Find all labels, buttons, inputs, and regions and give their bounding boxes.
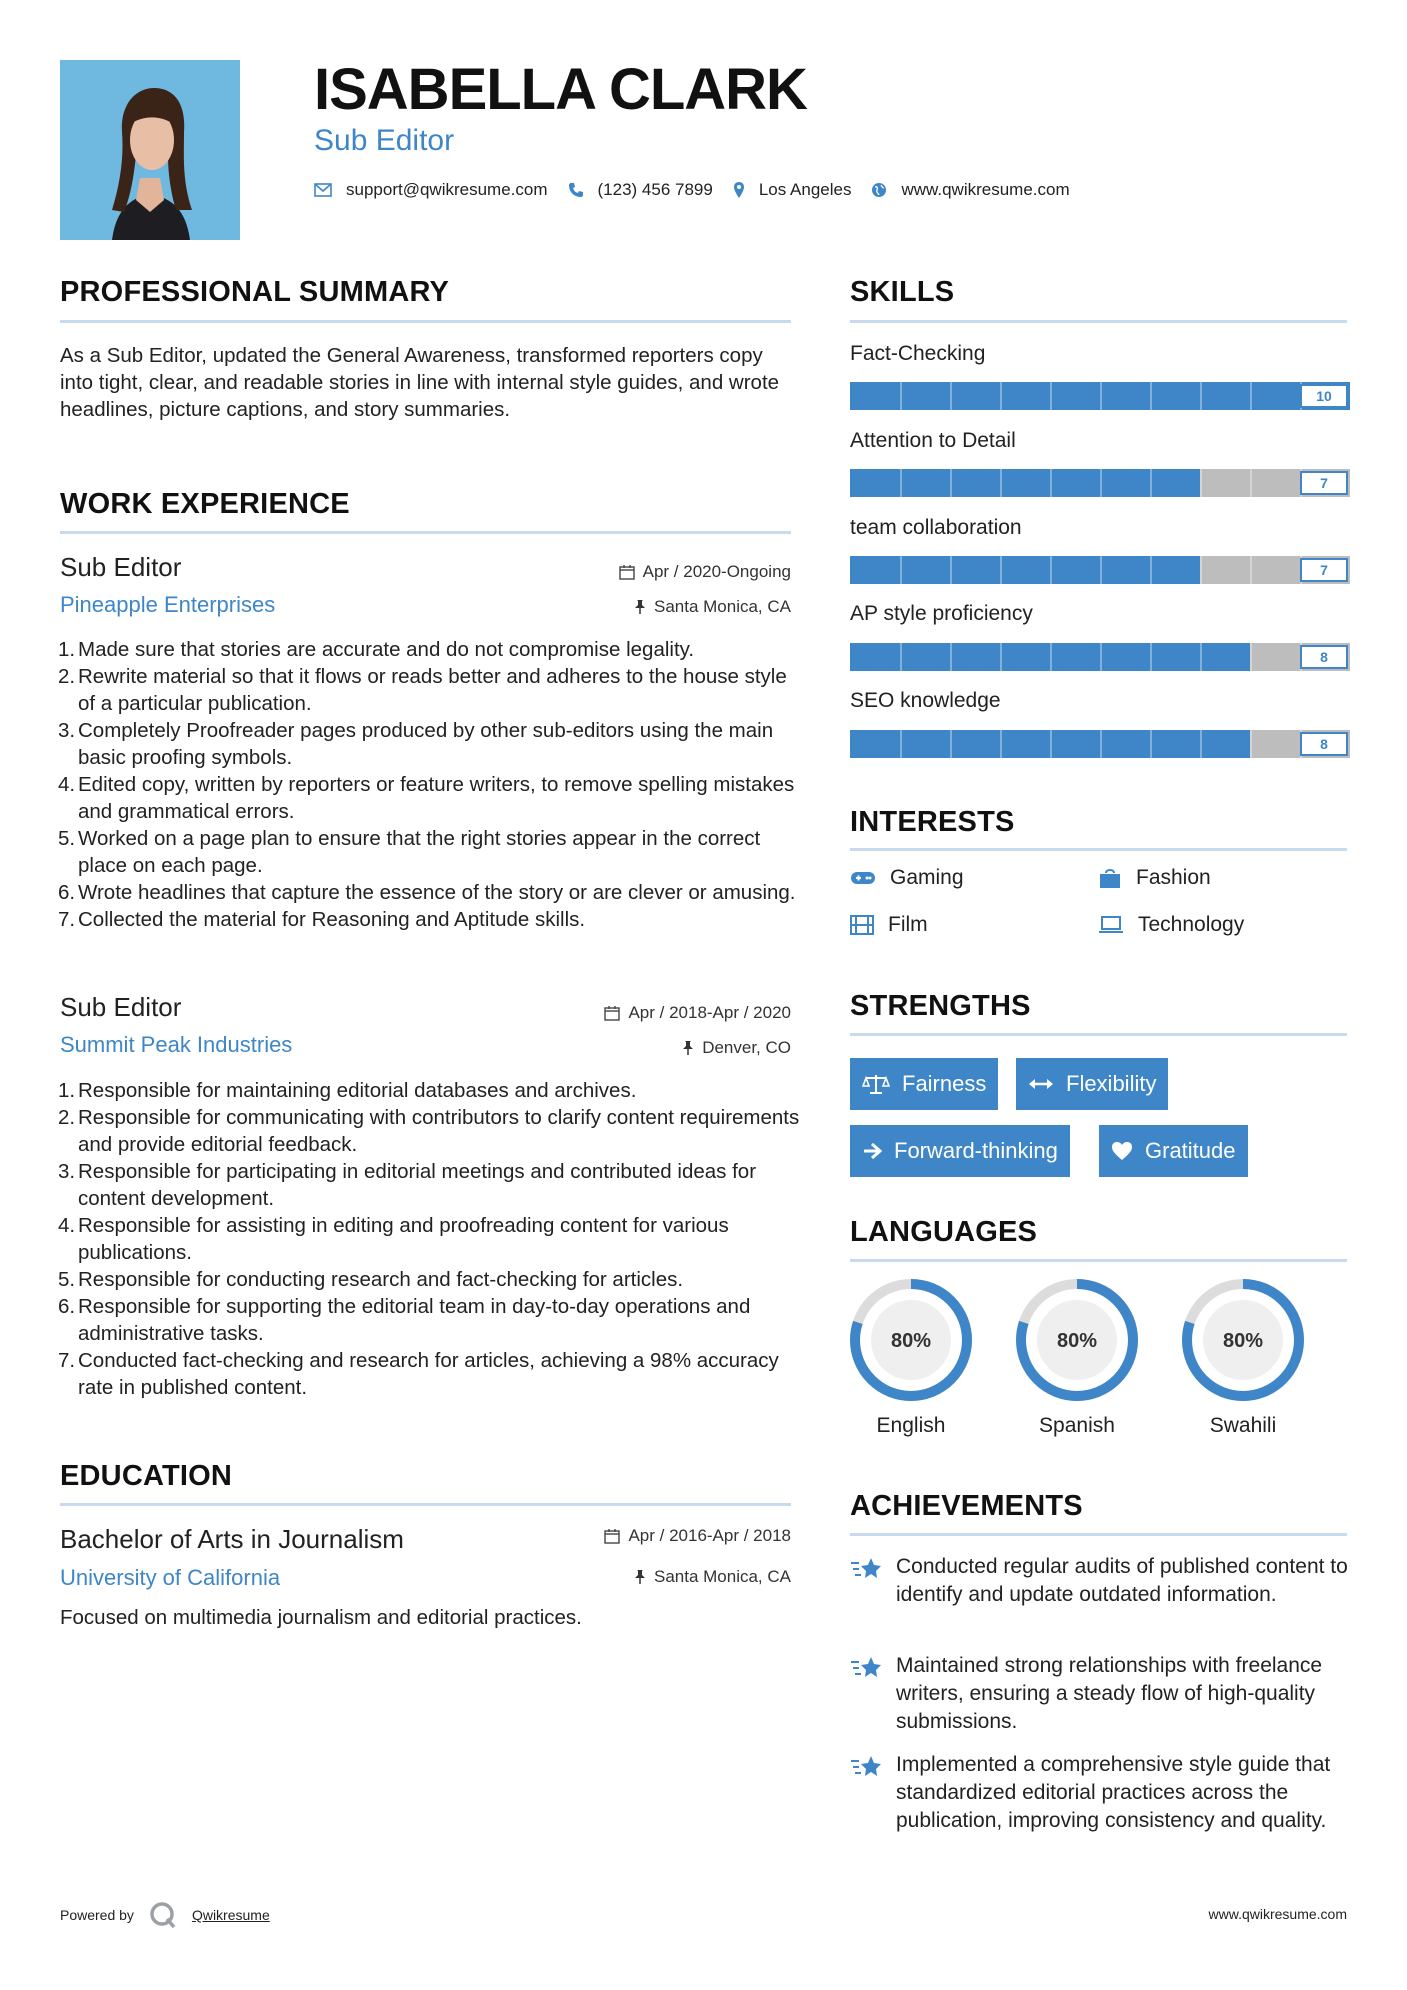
- skill-segment-divider: [1100, 382, 1102, 410]
- footer-powered-by: Powered by: [60, 1907, 134, 1923]
- skill-segment-divider: [1150, 643, 1152, 671]
- skill-label: Fact-Checking: [850, 342, 986, 365]
- job-2-duty: Responsible for assisting in editing and proofreading content for various publications.: [78, 1214, 729, 1264]
- skill-segment-divider: [1150, 382, 1152, 410]
- skill-segment-divider: [1250, 469, 1252, 497]
- skill-fill: [850, 556, 1200, 584]
- job-2-location-text: Denver, CO: [702, 1038, 791, 1057]
- skill-segment-divider: [1200, 556, 1202, 584]
- achievements-heading: ACHIEVEMENTS: [850, 1490, 1083, 1522]
- pushpin-icon: [634, 1569, 646, 1585]
- skill-segment-divider: [1000, 556, 1002, 584]
- experience-heading: WORK EXPERIENCE: [60, 488, 350, 520]
- job-1-duty: Wrote headlines that capture the essence of the story or are clever or amusing.: [78, 881, 796, 904]
- interest-fashion: [1098, 866, 1211, 890]
- skill-segment-divider: [950, 643, 952, 671]
- languages-rule: [850, 1259, 1347, 1262]
- skill-label: Attention to Detail: [850, 429, 1016, 452]
- skill-score: 10: [1300, 384, 1348, 408]
- job-1-dates-text: Apr / 2020-Ongoing: [642, 562, 791, 581]
- globe-icon: [871, 182, 887, 198]
- job-2-duty: Responsible for communicating with contributors to clarify content requirements and provide editorial feedback.: [78, 1106, 800, 1156]
- skill-label: SEO knowledge: [850, 689, 1001, 712]
- skill-segment-divider: [1250, 643, 1252, 671]
- contact-website-text: www.qwikresume.com: [901, 180, 1070, 199]
- skill-label: team collaboration: [850, 516, 1022, 539]
- interest-label: Gaming: [890, 866, 964, 889]
- achievement-text: Conducted regular audits of published content to identify and update outdated information.: [896, 1555, 1348, 1606]
- strengths-heading: STRENGTHS: [850, 990, 1031, 1022]
- interest-label: Film: [888, 913, 928, 936]
- achievement-text: Implemented a comprehensive style guide that standardized editorial practices across the publication, improving consistency and quality.: [896, 1753, 1331, 1832]
- summary-heading: PROFESSIONAL SUMMARY: [60, 276, 450, 308]
- skill-segment-divider: [1250, 556, 1252, 584]
- contact-website[interactable]: [871, 180, 1069, 200]
- summary-text: As a Sub Editor, updated the General Awareness, transformed reporters copy into tight, clear, and readable stories in line with internal style guides, and wrote headlines, picture captions, and story summaries.: [60, 344, 780, 421]
- scale-icon: [862, 1073, 890, 1095]
- job-2-dates-text: Apr / 2018-Apr / 2020: [628, 1003, 791, 1022]
- skill-bar: [850, 730, 1350, 758]
- language-name: English: [876, 1414, 946, 1437]
- contact-email[interactable]: [314, 180, 548, 200]
- language-name: Swahili: [1209, 1414, 1277, 1437]
- job-1-duties: [60, 636, 800, 933]
- candidate-role: Sub Editor: [314, 124, 455, 157]
- job-2-duty: Conducted fact-checking and research for articles, achieving a 98% accuracy rate in published content.: [78, 1349, 779, 1399]
- skill-segment-divider: [1050, 730, 1052, 758]
- envelope-icon: [314, 183, 332, 197]
- language-name: Spanish: [1039, 1414, 1115, 1437]
- strength-label: Gratitude: [1145, 1138, 1236, 1163]
- laptop-icon: [1098, 916, 1124, 934]
- education-note: Focused on multimedia journalism and editorial practices.: [60, 1606, 582, 1629]
- skill-segment-divider: [900, 730, 902, 758]
- skill-segment-divider: [1050, 643, 1052, 671]
- strength-chip-gratitude: [1099, 1125, 1248, 1177]
- skill-score: 7: [1300, 471, 1348, 495]
- job-1-duty: Completely Proofreader pages produced by other sub-editors using the main basic proofing symbols.: [78, 719, 774, 769]
- languages-heading: LANGUAGES: [850, 1216, 1038, 1248]
- contact-phone[interactable]: [568, 180, 713, 200]
- contact-location: [733, 180, 852, 200]
- language-ring: [1181, 1278, 1305, 1402]
- language-percent: 80%: [1056, 1330, 1098, 1352]
- skill-segment-divider: [1200, 469, 1202, 497]
- job-2-dates: [604, 1003, 791, 1023]
- skill-segment-divider: [900, 382, 902, 410]
- shooting-star-icon: [850, 1753, 884, 1781]
- skill-segment-divider: [1200, 730, 1202, 758]
- skill-score: 8: [1300, 732, 1348, 756]
- education-dates: [604, 1526, 791, 1546]
- footer-brand-link[interactable]: Qwikresume: [191, 1907, 270, 1923]
- calendar-icon: [619, 564, 635, 580]
- job-2-company: Summit Peak Industries: [60, 1032, 293, 1057]
- job-2-duty: Responsible for supporting the editorial team in day-to-day operations and administrative tasks.: [78, 1295, 751, 1345]
- contact-location-text: Los Angeles: [758, 180, 852, 199]
- phone-icon: [568, 182, 584, 198]
- skill-segment-divider: [1100, 556, 1102, 584]
- education-location-text: Santa Monica, CA: [653, 1567, 791, 1586]
- pushpin-icon: [682, 1040, 694, 1056]
- skill-segment-divider: [950, 382, 952, 410]
- skill-segment-divider: [900, 643, 902, 671]
- skill-label: AP style proficiency: [850, 602, 1033, 625]
- qwikresume-logo-icon: [148, 1900, 178, 1930]
- strengths-rule: [850, 1033, 1347, 1036]
- achievement-item: [850, 1751, 1350, 1835]
- skill-segment-divider: [1000, 382, 1002, 410]
- skill-score: 7: [1300, 558, 1348, 582]
- skill-segment-divider: [950, 730, 952, 758]
- job-1-duty: Edited copy, written by reporters or feature writers, to remove spelling mistakes and grammatical errors.: [78, 773, 795, 823]
- skill-segment-divider: [950, 469, 952, 497]
- skill-bar: [850, 469, 1350, 497]
- skill-segment-divider: [1150, 730, 1152, 758]
- skill-segment-divider: [950, 556, 952, 584]
- job-1-company: Pineapple Enterprises: [60, 592, 276, 617]
- job-1-title: Sub Editor: [60, 552, 182, 582]
- shopping-bag-icon: [1098, 867, 1122, 889]
- skill-bar: [850, 556, 1350, 584]
- skill-fill: [850, 469, 1200, 497]
- job-1-dates: [619, 562, 791, 582]
- summary-rule: [60, 320, 791, 323]
- achievement-item: [850, 1553, 1350, 1609]
- skill-segment-divider: [1100, 643, 1102, 671]
- job-2-title: Sub Editor: [60, 992, 182, 1022]
- language-percent: 80%: [1222, 1330, 1264, 1352]
- arrow-right-icon: [862, 1142, 882, 1160]
- skill-segment-divider: [1000, 469, 1002, 497]
- arrows-horizontal-icon: [1028, 1077, 1054, 1091]
- shooting-star-icon: [850, 1555, 884, 1583]
- strength-label: Flexibility: [1066, 1071, 1157, 1096]
- education-rule: [60, 1503, 791, 1506]
- job-1-location: [634, 597, 791, 617]
- profile-photo: [60, 60, 240, 240]
- language-percent: 80%: [890, 1330, 932, 1352]
- skill-segment-divider: [1150, 469, 1152, 497]
- strength-label: Fairness: [902, 1071, 987, 1096]
- education-location: [634, 1567, 791, 1587]
- skills-rule: [850, 320, 1347, 323]
- interest-technology: [1098, 913, 1244, 937]
- skill-segment-divider: [1000, 730, 1002, 758]
- job-2-duty: Responsible for maintaining editorial databases and archives.: [78, 1079, 637, 1102]
- interest-film: [850, 913, 928, 937]
- strength-chip-flexibility: [1016, 1058, 1168, 1110]
- film-icon: [850, 915, 874, 935]
- contact-phone-text: (123) 456 7899: [597, 180, 713, 199]
- interest-label: Technology: [1138, 913, 1245, 936]
- skill-segment-divider: [1200, 382, 1202, 410]
- job-1-duty: Worked on a page plan to ensure that the right stories appear in the correct place on each page.: [78, 827, 761, 877]
- interest-label: Fashion: [1136, 866, 1211, 889]
- skill-segment-divider: [1050, 469, 1052, 497]
- job-1-duty: Made sure that stories are accurate and do not compromise legality.: [78, 638, 695, 661]
- skill-segment-divider: [1150, 556, 1152, 584]
- contact-bar: [314, 178, 1090, 202]
- job-1-location-text: Santa Monica, CA: [653, 597, 791, 616]
- job-1-duty: Rewrite material so that it flows or reads better and adheres to the house style of a particular publication.: [78, 665, 787, 715]
- shooting-star-icon: [850, 1654, 884, 1682]
- heart-icon: [1111, 1141, 1133, 1161]
- skill-segment-divider: [1100, 469, 1102, 497]
- skills-heading: SKILLS: [850, 276, 955, 308]
- candidate-name: ISABELLA CLARK: [314, 57, 807, 122]
- skill-segment-divider: [1100, 730, 1102, 758]
- education-heading: EDUCATION: [60, 1460, 233, 1492]
- skill-segment-divider: [1050, 382, 1052, 410]
- achievement-item: [850, 1652, 1350, 1736]
- skill-segment-divider: [1250, 382, 1252, 410]
- job-1-duty: Collected the material for Reasoning and Aptitude skills.: [78, 908, 586, 931]
- education-dates-text: Apr / 2016-Apr / 2018: [628, 1526, 791, 1545]
- skill-bar: [850, 382, 1350, 410]
- strength-chip-forward-thinking: [850, 1125, 1070, 1177]
- experience-rule: [60, 531, 791, 534]
- skill-segment-divider: [900, 469, 902, 497]
- contact-email-text: support@qwikresume.com: [346, 180, 548, 199]
- interest-gaming: [850, 866, 964, 890]
- skill-segment-divider: [900, 556, 902, 584]
- job-2-duties: [60, 1077, 800, 1401]
- strength-chip-fairness: [850, 1058, 998, 1110]
- interests-rule: [850, 848, 1347, 851]
- education-degree: Bachelor of Arts in Journalism: [60, 1524, 404, 1554]
- footer-branding: [60, 1900, 270, 1930]
- language-ring: [849, 1278, 973, 1402]
- calendar-icon: [604, 1005, 620, 1021]
- interests-heading: INTERESTS: [850, 806, 1015, 838]
- skill-segment-divider: [1200, 643, 1202, 671]
- strength-label: Forward-thinking: [894, 1138, 1058, 1163]
- achievements-rule: [850, 1533, 1347, 1536]
- job-2-duty: Responsible for conducting research and fact-checking for articles.: [78, 1268, 684, 1291]
- skill-score: 8: [1300, 645, 1348, 669]
- skill-segment-divider: [1050, 556, 1052, 584]
- skill-segment-divider: [1000, 643, 1002, 671]
- skill-segment-divider: [1250, 730, 1252, 758]
- skill-bar: [850, 643, 1350, 671]
- gamepad-icon: [850, 870, 876, 886]
- map-pin-icon: [733, 181, 745, 199]
- language-ring: [1015, 1278, 1139, 1402]
- footer-website[interactable]: www.qwikresume.com: [1208, 1906, 1347, 1922]
- job-2-location: [682, 1038, 791, 1058]
- calendar-icon: [604, 1528, 620, 1544]
- job-2-duty: Responsible for participating in editorial meetings and contributed ideas for content development.: [78, 1160, 757, 1210]
- achievement-text: Maintained strong relationships with freelance writers, ensuring a steady flow of high-quality submissions.: [896, 1654, 1323, 1733]
- pushpin-icon: [634, 599, 646, 615]
- education-school: University of California: [60, 1565, 281, 1590]
